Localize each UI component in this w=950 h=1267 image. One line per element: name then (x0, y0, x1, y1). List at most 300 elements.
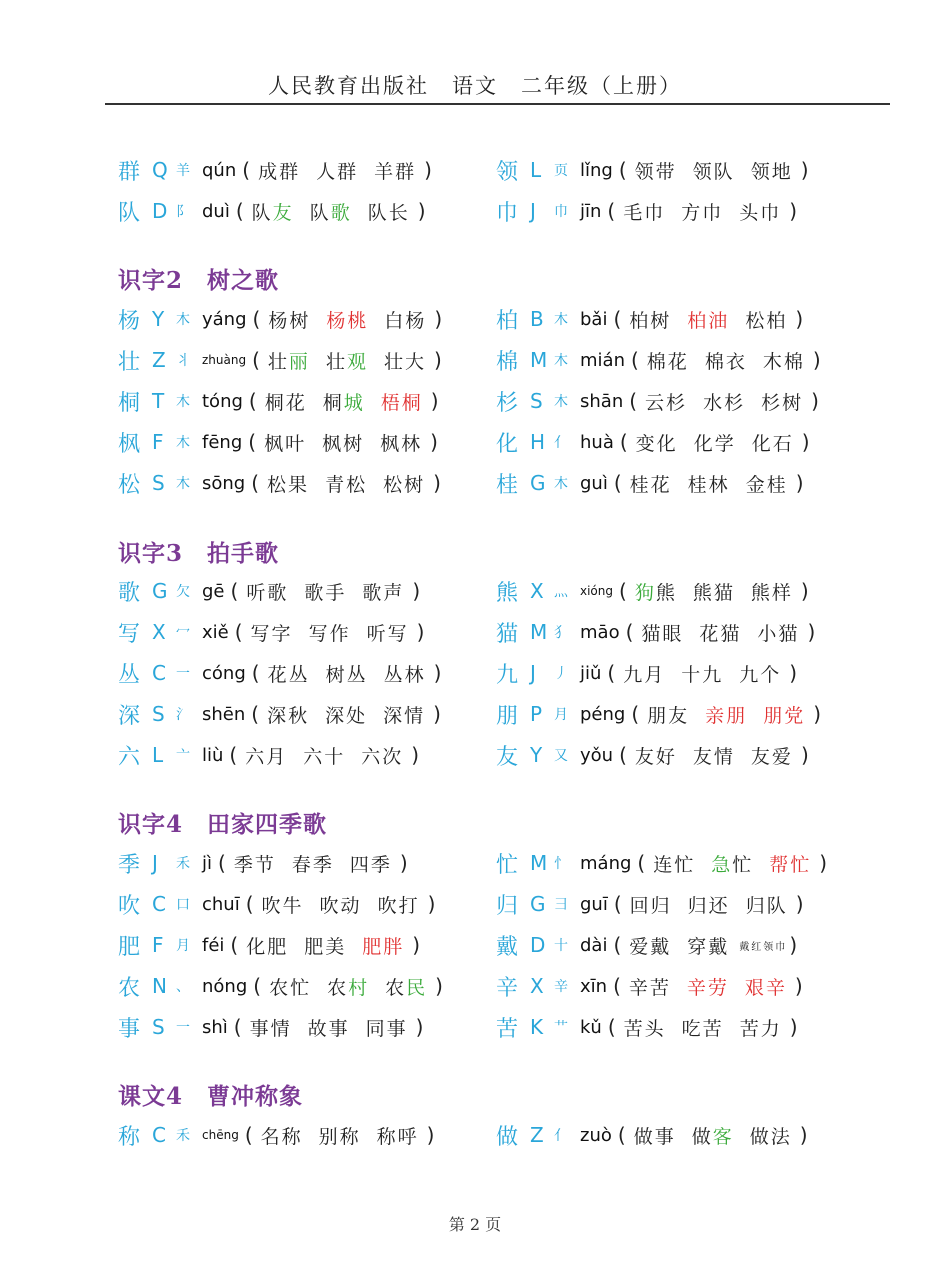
word-list (242, 1014, 416, 1041)
vocab-entry (118, 658, 468, 688)
compound-word: 棉花 (646, 350, 689, 373)
open-paren: ( (607, 1015, 616, 1039)
compound-word: 变化 (635, 432, 678, 455)
character: 写 (118, 621, 141, 647)
compound-word: 歌声 (362, 581, 405, 604)
pinyin: guī (580, 893, 608, 915)
compound-word: 领队 (692, 160, 735, 183)
compound-word: 季节 (233, 853, 276, 876)
radical: 木 (554, 394, 568, 410)
radical: 木 (554, 312, 568, 328)
vocab-entry (496, 304, 856, 334)
word-list (259, 701, 433, 728)
compound-word: 称呼 (376, 1125, 419, 1148)
close-paren: ) (789, 199, 798, 223)
pinyin: gē (202, 580, 225, 602)
word-part: 桐 (322, 391, 344, 414)
compound-word: 写作 (308, 622, 351, 645)
radical: 木 (176, 435, 190, 451)
close-paren: ) (789, 933, 798, 957)
initial-letter: Z (152, 348, 166, 372)
vocab-entry (496, 658, 856, 688)
pinyin: féi (202, 934, 225, 956)
character: 农 (118, 975, 141, 1001)
radical: 木 (176, 394, 190, 410)
initial-letter: K (530, 1015, 544, 1039)
vocab-entry (118, 196, 468, 226)
vocab-entry (496, 468, 856, 498)
compound-word: 木棉 (762, 350, 805, 373)
compound-word: 吹打 (377, 894, 420, 917)
initial-letter: G (152, 579, 168, 603)
close-paren: ) (795, 471, 804, 495)
word-list (260, 660, 434, 687)
radical: 彐 (554, 897, 568, 913)
word-list (639, 701, 813, 728)
character: 做 (496, 1124, 519, 1150)
open-paren: ( (233, 1015, 242, 1039)
pinyin: mián (580, 349, 625, 371)
open-paren: ( (245, 892, 254, 916)
initial-letter: Y (152, 307, 165, 331)
word-part: 壮 (325, 350, 347, 373)
character: 桐 (118, 390, 141, 416)
close-paren: ) (433, 661, 442, 685)
word-list (238, 578, 412, 605)
character: 壮 (118, 349, 141, 375)
vocab-entry (118, 345, 468, 375)
character: 友 (496, 744, 519, 770)
close-paren: ) (416, 620, 425, 644)
compound-word: 柏油 (687, 309, 730, 332)
character: 歌 (118, 580, 141, 606)
vocab-entry (118, 889, 468, 919)
word-list (238, 932, 412, 959)
vocab-row (118, 427, 858, 457)
vocab-row (118, 304, 858, 334)
vocab-row (118, 1012, 858, 1042)
close-paren: ) (433, 348, 442, 372)
vocab-entry (496, 617, 856, 647)
radical: 氵 (176, 707, 190, 723)
vocab-entry (496, 848, 856, 878)
pinyin: xiě (202, 621, 229, 643)
initial-letter: J (530, 199, 536, 223)
word-part: 农 (327, 976, 349, 999)
compound-word: 爱戴 (629, 935, 672, 958)
word-list (237, 742, 411, 769)
radical: 羊 (176, 163, 190, 179)
radical: 木 (176, 312, 190, 328)
word-part: 民 (406, 976, 428, 999)
compound-word: 桂林 (687, 473, 730, 496)
pinyin: nóng (202, 975, 248, 997)
header-rule (105, 103, 890, 105)
vocab-entry (118, 468, 468, 498)
compound-word: 化石 (751, 432, 794, 455)
compound-word: 羊群 (374, 160, 417, 183)
compound-word: 桐花 (264, 391, 307, 414)
pinyin: lǐng (580, 159, 613, 181)
initial-letter: L (530, 158, 542, 182)
vocab-entry (118, 848, 468, 878)
initial-letter: S (152, 471, 165, 495)
compound-word: 云杉 (645, 391, 688, 414)
compound-word: 苦头 (623, 1017, 666, 1040)
compound-word: 花猫 (699, 622, 742, 645)
character: 猫 (496, 621, 519, 647)
initial-letter: S (530, 389, 543, 413)
word-part: 做 (691, 1125, 713, 1148)
compound-word: 肥胖 (362, 935, 405, 958)
open-paren: ( (613, 471, 622, 495)
word-list (616, 1014, 790, 1041)
initial-letter: G (530, 471, 546, 495)
compound-word: 猫眼 (641, 622, 684, 645)
vocab-entry (496, 427, 856, 457)
compound-word: 朋党 (763, 704, 806, 727)
open-paren: ( (629, 389, 638, 413)
character: 熊 (496, 580, 519, 606)
character: 丛 (118, 662, 141, 688)
pinyin: shēn (202, 703, 246, 725)
radical: 艹 (554, 1020, 568, 1036)
word-list (256, 429, 430, 456)
word-part: 歌 (330, 201, 352, 224)
open-paren: ( (618, 158, 627, 182)
compound-word: 成群 (258, 160, 301, 183)
character: 九 (496, 662, 519, 688)
compound-word: 友爱 (750, 745, 793, 768)
compound-word: 深情 (383, 704, 426, 727)
compound-word: 肥美 (304, 935, 347, 958)
initial-letter: D (530, 933, 546, 957)
initial-letter: C (152, 892, 166, 916)
character: 深 (118, 703, 141, 729)
character: 柏 (496, 308, 519, 334)
vocab-row (118, 848, 858, 878)
close-paren: ) (415, 1015, 424, 1039)
compound-word: 故事 (307, 1017, 350, 1040)
pinyin: cóng (202, 662, 246, 684)
word-list (628, 429, 802, 456)
close-paren: ) (800, 579, 809, 603)
word-part: 村 (348, 976, 370, 999)
pinyin: zhuàng (202, 353, 247, 367)
radical: 月 (554, 707, 568, 723)
open-paren: ( (244, 1123, 253, 1147)
character: 季 (118, 852, 141, 878)
open-paren: ( (252, 348, 260, 372)
close-paren: ) (789, 661, 798, 685)
open-paren: ( (253, 974, 262, 998)
initial-letter: Y (530, 743, 543, 767)
open-paren: ( (619, 430, 628, 454)
compound-word: 春季 (291, 853, 334, 876)
compound-word: 艰辛 (744, 976, 787, 999)
compound-word: 连忙 (653, 853, 696, 876)
compound-word (327, 973, 369, 1000)
section-title: 识字3 拍手歌 (118, 540, 280, 567)
compound-word: 杉树 (761, 391, 804, 414)
compound-word (310, 198, 352, 225)
character: 桂 (496, 472, 519, 498)
open-paren: ( (234, 620, 243, 644)
character: 称 (118, 1124, 141, 1150)
open-paren: ( (619, 579, 627, 603)
character: 苦 (496, 1016, 519, 1042)
pinyin: zuò (580, 1124, 612, 1146)
compound-word: 听歌 (246, 581, 289, 604)
word-list (260, 306, 434, 333)
compound-word: 吃苦 (681, 1017, 724, 1040)
compound-word: 柏树 (629, 309, 672, 332)
compound-word (711, 850, 753, 877)
word-list (637, 388, 811, 415)
compound-word: 穿戴 (687, 935, 730, 958)
close-paren: ) (412, 579, 421, 603)
compound-word: 化学 (693, 432, 736, 455)
compound-word: 丛林 (383, 663, 426, 686)
vocab-entry (118, 1012, 468, 1042)
compound-word: 归还 (687, 894, 730, 917)
section-title: 识字2 树之歌 (118, 267, 280, 294)
compound-word: 做事 (633, 1125, 676, 1148)
pinyin: duì (202, 200, 230, 222)
close-paren: ) (417, 199, 426, 223)
close-paren: ) (795, 892, 804, 916)
compound-word: 水杉 (703, 391, 746, 414)
compound-word: 回归 (629, 894, 672, 917)
close-paren: ) (800, 158, 809, 182)
word-list (257, 388, 431, 415)
radical: 灬 (554, 584, 568, 600)
open-paren: ( (625, 620, 634, 644)
close-paren: ) (807, 620, 816, 644)
compound-word (692, 1122, 734, 1149)
initial-letter: L (152, 743, 164, 767)
open-paren: ( (613, 974, 621, 998)
vocab-row (118, 468, 858, 498)
initial-letter: B (530, 307, 544, 331)
initial-letter: C (152, 661, 166, 685)
vocab-entry (118, 576, 468, 606)
vocab-row (118, 386, 858, 416)
compound-word: 九个 (739, 663, 782, 686)
compound-word: 帮忙 (769, 853, 812, 876)
pinyin: chēng (202, 1128, 239, 1142)
compound-word: 头巾 (739, 201, 782, 224)
word-list (627, 578, 801, 605)
close-paren: ) (794, 974, 803, 998)
initial-letter: X (530, 974, 544, 998)
open-paren: ( (251, 471, 260, 495)
close-paren: ) (434, 307, 443, 331)
vocab-entry (496, 740, 856, 770)
initial-letter: M (530, 851, 548, 875)
word-list (259, 470, 433, 497)
vocab-row (118, 930, 858, 960)
compound-word: 棉衣 (704, 350, 747, 373)
radical: 巾 (554, 204, 568, 220)
initial-letter: X (530, 579, 544, 603)
compound-word: 戴红领巾 (739, 941, 788, 953)
compound-word: 松果 (267, 473, 310, 496)
vocab-entry (496, 1120, 856, 1150)
compound-word: 小猫 (757, 622, 800, 645)
compound-word: 归队 (745, 894, 788, 917)
radical: 木 (554, 353, 568, 369)
word-list (615, 660, 789, 687)
pinyin: dài (580, 934, 608, 956)
radical: 、 (176, 979, 190, 995)
radical: 又 (554, 748, 568, 764)
character: 松 (118, 472, 141, 498)
compound-word: 九月 (623, 663, 666, 686)
open-paren: ( (617, 1123, 626, 1147)
open-paren: ( (235, 199, 244, 223)
radical: 木 (554, 476, 568, 492)
compound-word: 领带 (634, 160, 677, 183)
vocab-entry (496, 699, 856, 729)
compound-word: 松树 (383, 473, 426, 496)
compound-word: 别称 (318, 1125, 361, 1148)
compound-word: 友情 (692, 745, 735, 768)
initial-letter: M (530, 348, 548, 372)
compound-word (323, 388, 365, 415)
pinyin: huà (580, 431, 614, 453)
radical: 页 (554, 163, 568, 179)
compound-word: 熊样 (750, 581, 793, 604)
open-paren: ( (230, 933, 239, 957)
pinyin: shì (202, 1016, 228, 1038)
close-paren: ) (811, 389, 819, 413)
vocab-row (118, 155, 858, 185)
compound-word: 十九 (681, 663, 724, 686)
compound-word: 梧桐 (380, 391, 423, 414)
vocab-entry (496, 971, 856, 1001)
open-paren: ( (613, 307, 622, 331)
word-list (645, 850, 819, 877)
radical: 阝 (176, 204, 190, 220)
vocab-row (118, 740, 858, 770)
initial-letter: J (152, 851, 158, 875)
initial-letter: P (530, 702, 543, 726)
compound-word: 事情 (249, 1017, 292, 1040)
vocab-entry (496, 386, 856, 416)
radical: 木 (176, 476, 190, 492)
character: 朋 (496, 703, 519, 729)
open-paren: ( (613, 892, 622, 916)
compound-word: 朋友 (647, 704, 690, 727)
initial-letter: S (152, 1015, 165, 1039)
compound-word: 六月 (245, 745, 288, 768)
compound-word: 四季 (349, 853, 392, 876)
radical: 口 (176, 897, 190, 913)
close-paren: ) (411, 743, 420, 767)
open-paren: ( (229, 743, 238, 767)
open-paren: ( (637, 851, 646, 875)
close-paren: ) (789, 1015, 798, 1039)
compound-word (385, 973, 427, 1000)
open-paren: ( (631, 702, 640, 726)
word-list (261, 973, 435, 1000)
word-list (633, 619, 807, 646)
radical: 禾 (176, 856, 190, 872)
character: 归 (496, 893, 519, 919)
character: 杨 (118, 308, 141, 334)
word-part: 客 (712, 1125, 734, 1148)
compound-word: 人群 (316, 160, 359, 183)
compound-word: 队长 (367, 201, 410, 224)
initial-letter: S (152, 702, 165, 726)
vocab-entry (496, 155, 856, 185)
compound-word: 杨桃 (326, 309, 369, 332)
vocab-entry (496, 345, 856, 375)
compound-word: 做法 (749, 1125, 792, 1148)
close-paren: ) (801, 430, 810, 454)
pinyin: tóng (202, 390, 243, 412)
word-list (627, 157, 801, 184)
compound-word: 白杨 (384, 309, 427, 332)
character: 戴 (496, 934, 519, 960)
pinyin: jiǔ (580, 662, 602, 684)
pinyin: qún (202, 159, 237, 181)
radical: 一 (176, 666, 190, 682)
compound-word: 同事 (365, 1017, 408, 1040)
pinyin: jì (202, 852, 213, 874)
vocab-entry (496, 576, 856, 606)
vocab-entry (118, 427, 468, 457)
radical: 辛 (554, 979, 568, 995)
compound-word: 桂花 (629, 473, 672, 496)
vocab-entry (118, 617, 468, 647)
initial-letter: C (152, 1123, 166, 1147)
compound-word: 青松 (325, 473, 368, 496)
word-list (253, 1122, 427, 1149)
vocab-entry (496, 930, 856, 960)
open-paren: ( (218, 851, 226, 875)
compound-word: 农忙 (269, 976, 312, 999)
compound-word: 毛巾 (623, 201, 666, 224)
close-paren: ) (433, 471, 441, 495)
initial-letter: D (152, 199, 168, 223)
close-paren: ) (424, 158, 432, 182)
open-paren: ( (251, 702, 260, 726)
pinyin: yáng (202, 308, 247, 330)
open-paren: ( (248, 430, 257, 454)
initial-letter: M (530, 620, 548, 644)
pinyin: liù (202, 744, 224, 766)
page-number: 第 2 页 (448, 1215, 502, 1234)
initial-letter: G (530, 892, 546, 916)
compound-word: 枫叶 (264, 432, 307, 455)
character: 队 (118, 200, 141, 226)
radical: 忄 (554, 856, 568, 872)
vocab-row (118, 658, 858, 688)
word-list (621, 932, 789, 959)
compound-word (326, 347, 368, 374)
page-header: 人民教育出版社 语文 二年级（上册） (268, 74, 682, 98)
open-paren: ( (613, 933, 622, 957)
word-list (250, 157, 424, 184)
open-paren: ( (607, 199, 616, 223)
word-part: 丽 (288, 350, 310, 373)
initial-letter: N (152, 974, 167, 998)
open-paren: ( (242, 158, 251, 182)
close-paren: ) (435, 974, 443, 998)
word-list (626, 1122, 800, 1149)
